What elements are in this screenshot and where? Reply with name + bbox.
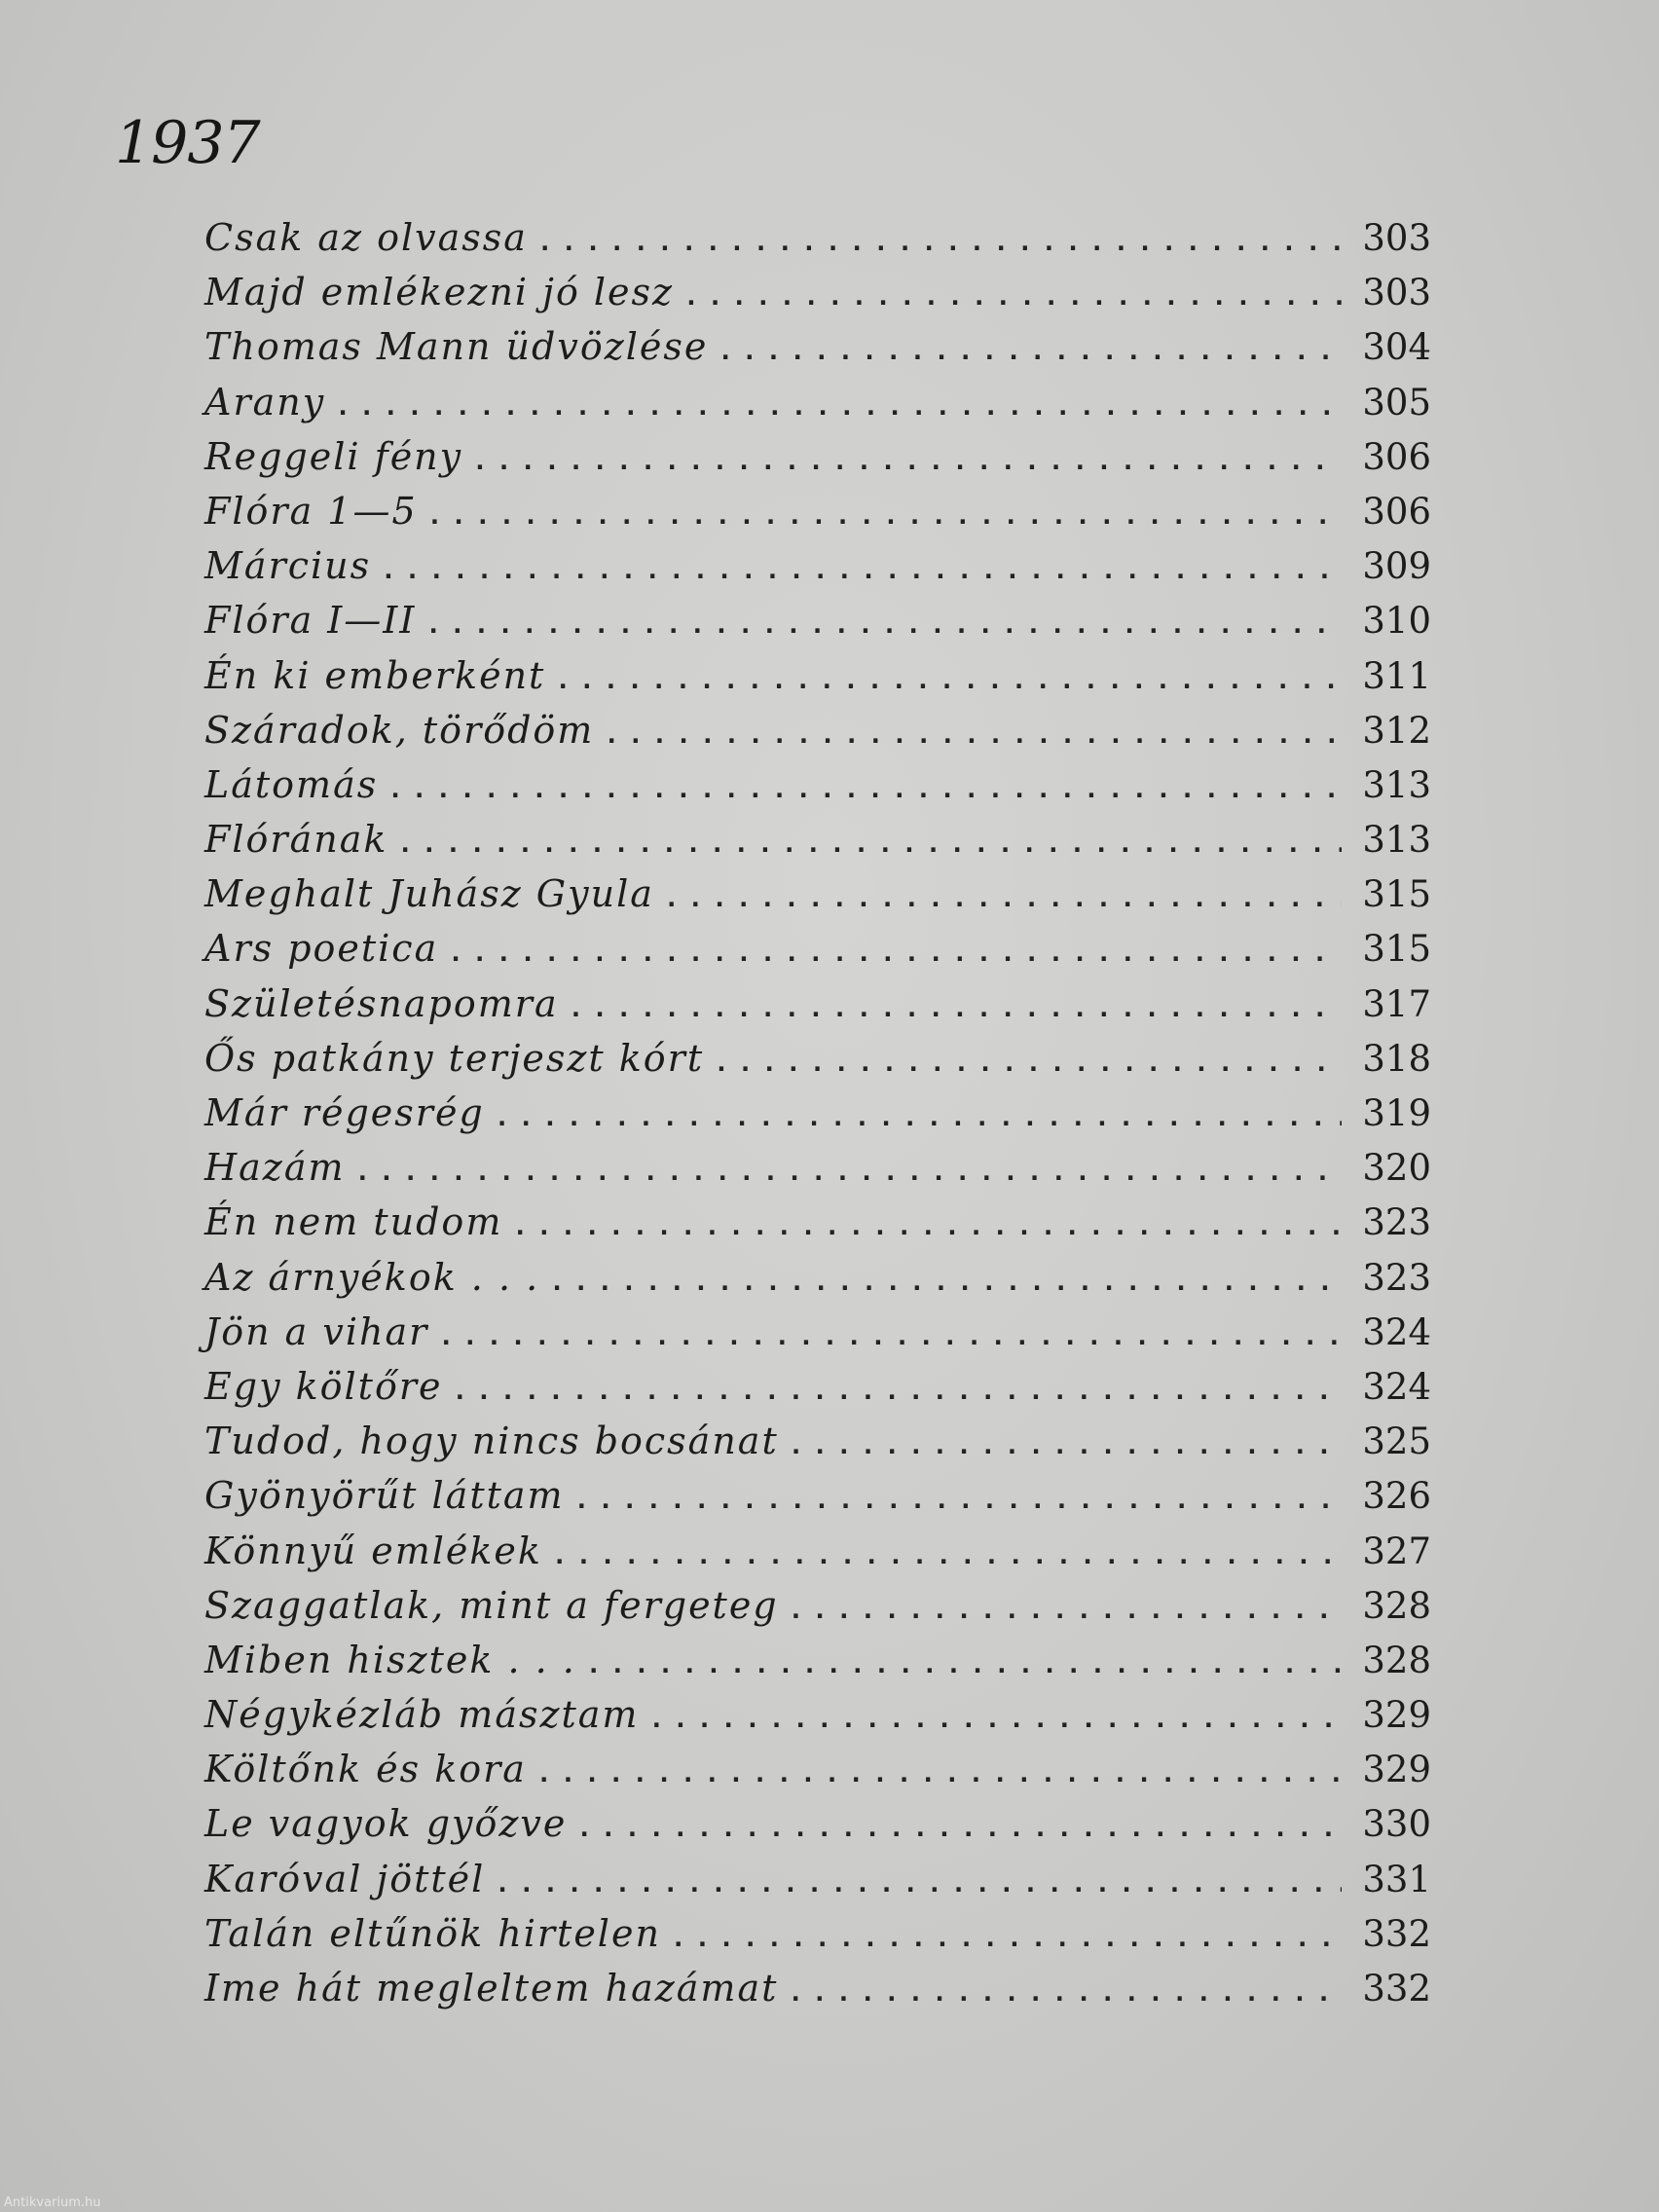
toc-entry-page-number: 318 bbox=[1362, 1037, 1431, 1080]
toc-entry-title: Hazám bbox=[204, 1146, 346, 1190]
toc-entry-title: Én ki emberként bbox=[204, 653, 546, 697]
toc-entry-page-number: 306 bbox=[1362, 435, 1431, 478]
toc-entry bbox=[204, 1474, 1431, 1529]
toc-entry-title: Látomás bbox=[204, 762, 379, 806]
dot-leader bbox=[495, 1103, 1342, 1132]
table-of-contents bbox=[204, 216, 1431, 2021]
toc-entry-title: Csak az olvassa bbox=[204, 216, 528, 259]
toc-entry-page-number: 330 bbox=[1362, 1803, 1431, 1846]
toc-entry-page-number: 324 bbox=[1362, 1365, 1431, 1408]
toc-entry-title: Ime hát megleltem hazámat bbox=[204, 1967, 779, 2009]
toc-entry bbox=[204, 1419, 1431, 1474]
toc-entry-title: Gyönyörűt láttam bbox=[204, 1474, 565, 1518]
toc-entry-title: Ős patkány terjeszt kórt bbox=[204, 1036, 705, 1080]
toc-entry bbox=[204, 709, 1431, 763]
toc-entry-title: Flóra 1—5 bbox=[204, 489, 418, 533]
toc-entry-title: Majd emlékezni jó lesz bbox=[204, 271, 675, 314]
dot-leader bbox=[604, 720, 1342, 750]
toc-entry-title: Száradok, törődöm bbox=[204, 708, 595, 752]
toc-entry-page-number: 304 bbox=[1362, 326, 1431, 369]
dot-leader bbox=[671, 1924, 1342, 1953]
toc-entry bbox=[204, 271, 1431, 325]
section-year-heading: 1937 bbox=[115, 109, 260, 177]
toc-entry-page-number: 313 bbox=[1362, 819, 1431, 862]
toc-entry-page-number: 329 bbox=[1362, 1694, 1431, 1737]
toc-entry-title: Ars poetica bbox=[204, 927, 439, 971]
toc-entry bbox=[204, 1748, 1431, 1802]
toc-entry-page-number: 324 bbox=[1362, 1310, 1431, 1353]
toc-entry-title: Az árnyékok . . . bbox=[204, 1255, 540, 1299]
dot-leader bbox=[495, 1869, 1342, 1899]
toc-entry-page-number: 327 bbox=[1362, 1530, 1431, 1572]
dot-leader bbox=[586, 1650, 1342, 1679]
dot-leader bbox=[397, 830, 1342, 859]
toc-entry-page-number: 331 bbox=[1362, 1858, 1431, 1900]
toc-entry bbox=[204, 325, 1431, 380]
toc-entry bbox=[204, 1584, 1431, 1639]
toc-entry bbox=[204, 1146, 1431, 1200]
toc-entry-page-number: 313 bbox=[1362, 763, 1431, 806]
toc-entry-page-number: 312 bbox=[1362, 709, 1431, 752]
toc-entry-title: Reggeli fény bbox=[204, 434, 463, 478]
toc-entry bbox=[204, 982, 1431, 1037]
toc-entry bbox=[204, 1365, 1431, 1419]
toc-entry-page-number: 323 bbox=[1362, 1256, 1431, 1299]
toc-entry-page-number: 329 bbox=[1362, 1749, 1431, 1791]
dot-leader bbox=[789, 1596, 1342, 1625]
toc-entry-title: Négykézláb másztam bbox=[204, 1693, 640, 1737]
toc-entry-page-number: 320 bbox=[1362, 1147, 1431, 1190]
toc-entry bbox=[204, 1858, 1431, 1912]
toc-entry-title: Meghalt Juhász Gyula bbox=[204, 872, 654, 916]
toc-entry-title: Könnyű emlékek bbox=[204, 1529, 542, 1572]
toc-entry bbox=[204, 1693, 1431, 1748]
toc-entry-page-number: 317 bbox=[1362, 982, 1431, 1025]
toc-entry-title: Miben hisztek . . . bbox=[204, 1638, 576, 1681]
toc-entry bbox=[204, 490, 1431, 544]
dot-leader bbox=[718, 337, 1342, 366]
dot-leader bbox=[536, 1759, 1342, 1788]
dot-leader bbox=[788, 1978, 1342, 2008]
toc-entry bbox=[204, 763, 1431, 818]
dot-leader bbox=[438, 1322, 1342, 1351]
dot-leader bbox=[537, 228, 1342, 257]
dot-leader bbox=[714, 1049, 1342, 1078]
dot-leader bbox=[381, 556, 1342, 585]
dot-leader bbox=[555, 666, 1342, 695]
dot-leader bbox=[472, 447, 1342, 476]
toc-entry-page-number: 306 bbox=[1362, 490, 1431, 533]
toc-entry bbox=[204, 1256, 1431, 1310]
toc-entry-title: Tudod, hogy nincs bocsánat bbox=[204, 1419, 779, 1463]
toc-entry-page-number: 303 bbox=[1362, 272, 1431, 314]
dot-leader bbox=[569, 994, 1342, 1023]
dot-leader bbox=[576, 1814, 1342, 1843]
toc-entry bbox=[204, 1310, 1431, 1365]
toc-entry-title: Egy költőre bbox=[204, 1364, 443, 1408]
dot-leader bbox=[448, 939, 1342, 968]
toc-entry-title: Arany bbox=[204, 380, 326, 424]
toc-entry-title: Költőnk és kora bbox=[204, 1748, 527, 1791]
toc-entry-page-number: 319 bbox=[1362, 1092, 1431, 1134]
toc-entry-title: Flóra I—II bbox=[204, 599, 417, 643]
toc-entry-page-number: 332 bbox=[1362, 1912, 1431, 1955]
dot-leader bbox=[683, 282, 1342, 312]
toc-entry-page-number: 303 bbox=[1362, 217, 1431, 259]
dot-leader bbox=[355, 1158, 1342, 1187]
toc-entry bbox=[204, 1091, 1431, 1146]
toc-entry bbox=[204, 599, 1431, 653]
dot-leader bbox=[664, 884, 1342, 913]
toc-entry-page-number: 309 bbox=[1362, 545, 1431, 588]
dot-leader bbox=[574, 1486, 1342, 1515]
toc-entry-page-number: 310 bbox=[1362, 600, 1431, 643]
toc-entry-page-number: 315 bbox=[1362, 873, 1431, 916]
toc-entry-page-number: 328 bbox=[1362, 1639, 1431, 1681]
watermark: Antikvarium.hu bbox=[4, 2195, 101, 2210]
toc-entry bbox=[204, 818, 1431, 872]
toc-entry bbox=[204, 872, 1431, 927]
toc-entry bbox=[204, 1200, 1431, 1255]
toc-entry bbox=[204, 435, 1431, 490]
toc-entry-page-number: 328 bbox=[1362, 1584, 1431, 1627]
toc-entry-page-number: 323 bbox=[1362, 1201, 1431, 1244]
dot-leader bbox=[425, 610, 1342, 640]
toc-entry bbox=[204, 544, 1431, 599]
toc-entry bbox=[204, 216, 1431, 271]
toc-entry bbox=[204, 1639, 1431, 1693]
toc-entry-title: Március bbox=[204, 544, 372, 588]
toc-entry bbox=[204, 1802, 1431, 1857]
toc-entry-title: Karóval jöttél bbox=[204, 1857, 486, 1900]
toc-entry bbox=[204, 1967, 1431, 2021]
dot-leader bbox=[549, 1268, 1342, 1297]
toc-entry-page-number: 325 bbox=[1362, 1420, 1431, 1463]
toc-entry-title: Thomas Mann üdvözlése bbox=[204, 325, 709, 369]
dot-leader bbox=[335, 392, 1342, 422]
toc-entry bbox=[204, 1037, 1431, 1091]
dot-leader bbox=[552, 1541, 1342, 1570]
toc-entry bbox=[204, 381, 1431, 435]
toc-entry-page-number: 305 bbox=[1362, 381, 1431, 424]
toc-entry bbox=[204, 927, 1431, 981]
toc-entry bbox=[204, 654, 1431, 709]
toc-entry-page-number: 311 bbox=[1362, 654, 1431, 697]
toc-entry bbox=[204, 1530, 1431, 1584]
toc-entry-title: Flórának bbox=[204, 818, 388, 862]
dot-leader bbox=[648, 1705, 1342, 1734]
toc-entry-title: Le vagyok győzve bbox=[204, 1802, 568, 1846]
toc-entry-title: Már régesrég bbox=[204, 1091, 485, 1134]
dot-leader bbox=[387, 775, 1342, 804]
toc-entry-title: Jön a vihar bbox=[204, 1309, 429, 1353]
toc-entry-page-number: 332 bbox=[1362, 1968, 1431, 2009]
toc-entry-title: Szaggatlak, mint a fergeteg bbox=[204, 1583, 779, 1627]
toc-entry-title: Születésnapomra bbox=[204, 981, 559, 1025]
dot-leader bbox=[452, 1377, 1342, 1406]
toc-entry-title: Én nem tudom bbox=[204, 1200, 503, 1244]
toc-entry-page-number: 326 bbox=[1362, 1475, 1431, 1518]
toc-entry-page-number: 315 bbox=[1362, 928, 1431, 971]
dot-leader bbox=[512, 1212, 1342, 1241]
dot-leader bbox=[789, 1431, 1342, 1460]
toc-entry bbox=[204, 1912, 1431, 1967]
dot-leader bbox=[427, 501, 1342, 531]
toc-entry-title: Talán eltűnök hirtelen bbox=[204, 1911, 661, 1955]
